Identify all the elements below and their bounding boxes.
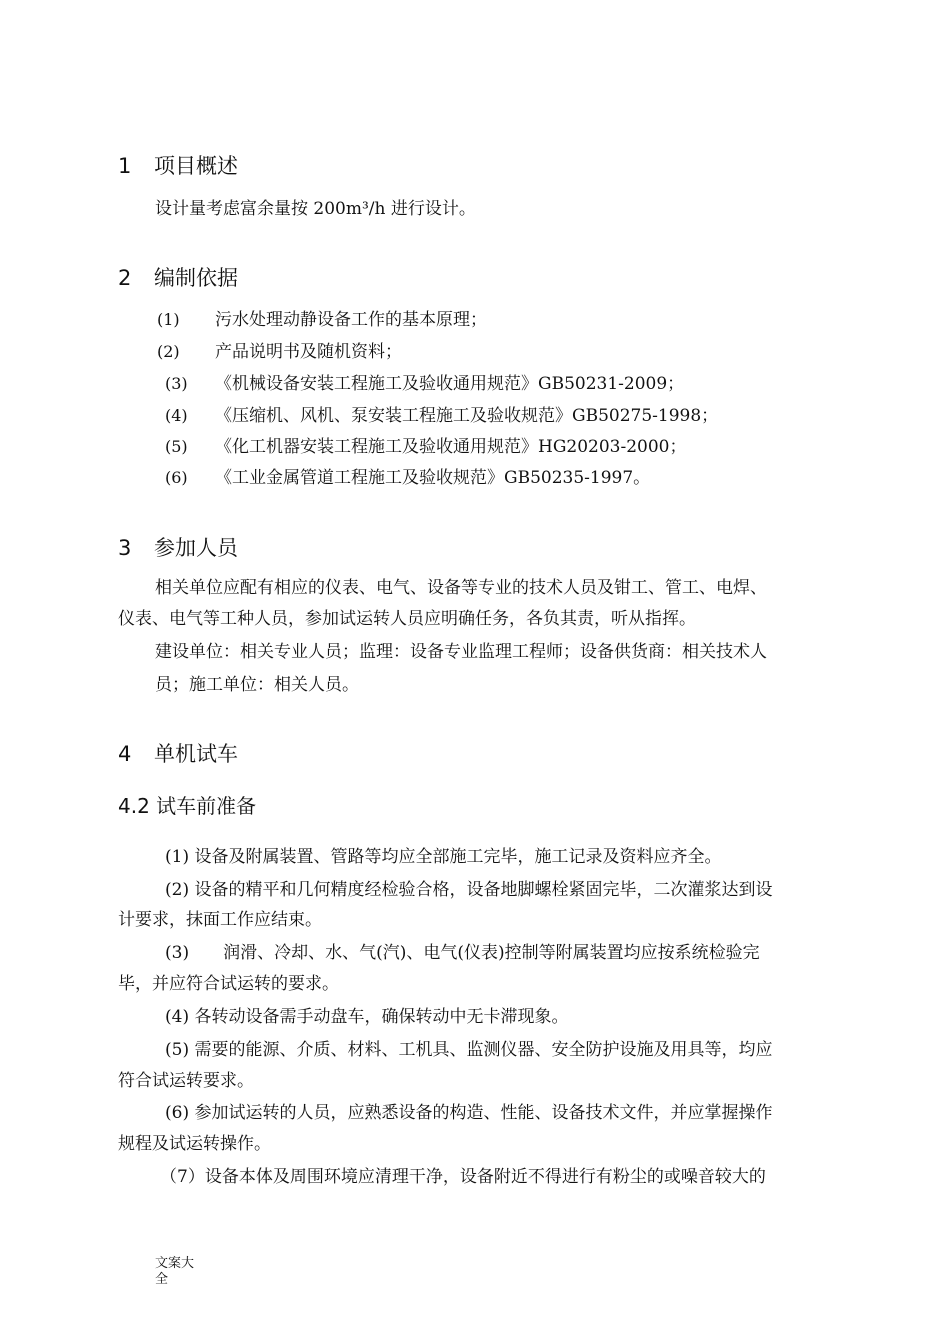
reference-item xyxy=(165,372,684,396)
section-2-title: 编制依据 xyxy=(154,266,238,290)
reference-text: 《化工机器安装工程施工及验收通用规范》HG20203-2000； xyxy=(215,437,687,457)
reference-text: 《机械设备安装工程施工及验收通用规范》GB50231-2009； xyxy=(215,374,685,394)
page-footer: 文案大全 xyxy=(155,1256,195,1287)
reference-text: 《压缩机、风机、泵安装工程施工及验收规范》GB50275-1998； xyxy=(215,406,719,426)
reference-index: (1) xyxy=(157,310,180,329)
paragraph-line: 毕，并应符合试运转的要求。 xyxy=(118,974,339,994)
section-4-number: 4 xyxy=(118,742,132,766)
reference-text: 污水处理动静设备工作的基本原理； xyxy=(215,310,487,330)
reference-index: (3) xyxy=(165,374,188,393)
reference-item xyxy=(165,435,687,459)
reference-index: (2) xyxy=(157,342,180,361)
reference-item xyxy=(165,404,718,428)
paragraph-line: 符合试运转要求。 xyxy=(118,1071,254,1091)
section-2-heading xyxy=(118,262,238,292)
section-4-title: 单机试车 xyxy=(154,742,238,766)
reference-text: 产品说明书及随机资料； xyxy=(215,342,402,362)
paragraph-line: (3) 润滑、冷却、水、气(汽)、电气(仪表)控制等附属装置均应按系统检验完 xyxy=(165,943,760,963)
section-1-heading xyxy=(118,150,238,180)
paragraph-line: 建设单位：相关专业人员；监理：设备专业监理工程师；设备供货商：相关技术人 xyxy=(155,642,767,662)
section-3-title: 参加人员 xyxy=(154,536,238,560)
paragraph-line: (6) 参加试运转的人员，应熟悉设备的构造、性能、设备技术文件，并应掌握操作 xyxy=(165,1103,773,1123)
reference-item xyxy=(165,466,650,490)
reference-index: (4) xyxy=(165,406,188,425)
section-2-number: 2 xyxy=(118,266,132,290)
paragraph-line: (2) 设备的精平和几何精度经检验合格，设备地脚螺栓紧固完毕，二次灌浆达到设 xyxy=(165,880,773,900)
section-1-number: 1 xyxy=(118,154,132,178)
section-4-heading xyxy=(118,738,238,768)
paragraph-line: 相关单位应配有相应的仪表、电气、设备等专业的技术人员及钳工、管工、电焊、 xyxy=(155,578,767,598)
section-1-body: 设计量考虑富余量按 200m³/h 进行设计。 xyxy=(155,199,476,219)
paragraph-line: (5) 需要的能源、介质、材料、工机具、监测仪器、安全防护设施及用具等，均应 xyxy=(165,1040,773,1060)
reference-index: (6) xyxy=(165,468,188,487)
paragraph-line: (1) 设备及附属装置、管路等均应全部施工完毕，施工记录及资料应齐全。 xyxy=(165,847,722,867)
section-3-heading xyxy=(118,532,238,562)
reference-index: (5) xyxy=(165,437,188,456)
reference-item xyxy=(157,308,487,332)
paragraph-line: 仪表、电气等工种人员，参加试运转人员应明确任务，各负其责，听从指挥。 xyxy=(118,609,696,629)
reference-text: 《工业金属管道工程施工及验收规范》GB50235-1997。 xyxy=(215,468,651,488)
paragraph-line: (4) 各转动设备需手动盘车，确保转动中无卡滞现象。 xyxy=(165,1007,569,1027)
section-1-title: 项目概述 xyxy=(154,154,238,178)
paragraph-line: 计要求，抹面工作应结束。 xyxy=(118,910,322,930)
paragraph-line: （7）设备本体及周围环境应清理干净，设备附近不得进行有粉尘的或噪音较大的 xyxy=(160,1167,766,1187)
paragraph-line: 员；施工单位：相关人员。 xyxy=(155,675,359,695)
reference-item xyxy=(157,340,402,364)
section-3-number: 3 xyxy=(118,536,132,560)
subsection-heading: 4.2 试车前准备 xyxy=(118,794,257,818)
paragraph-line: 规程及试运转操作。 xyxy=(118,1134,271,1154)
